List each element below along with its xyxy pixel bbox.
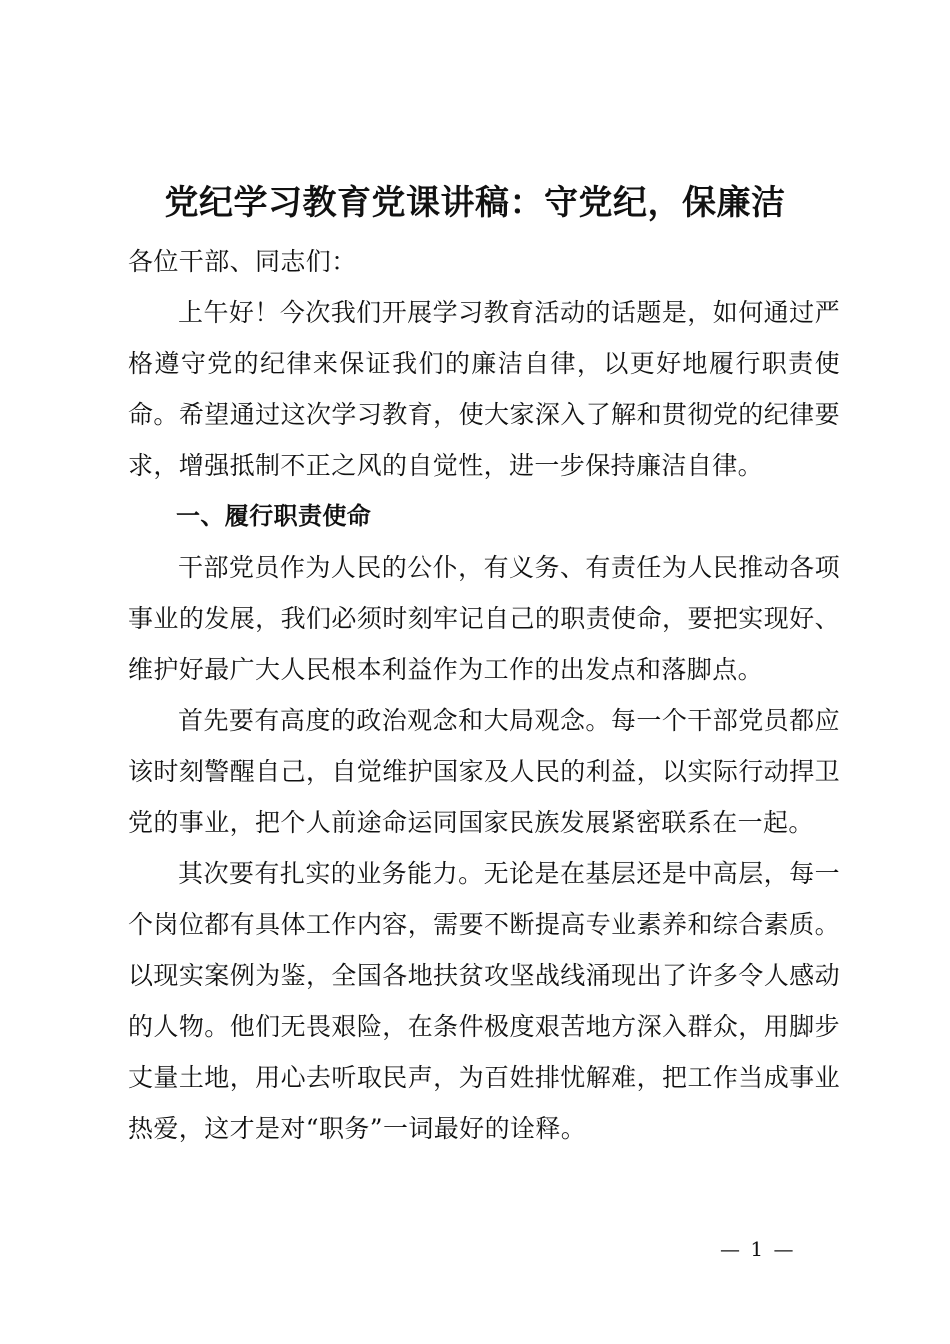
page-number: — 1 —	[720, 1237, 796, 1261]
opening-paragraph: 上午好！今次我们开展学习教育活动的话题是，如何通过严格遵守党的纪律来保证我们的廉洁自律，以更好地履行职责使命。希望通过这次学习教育，使大家深入了解和贯彻党的纪律要求，增强抵制不正之风的自觉性，进一步保持廉洁自律。	[128, 298, 840, 480]
section-1-paragraph-2: 首先要有高度的政治观念和大局观念。每一个干部党员都应该时刻警醒自己，自觉维护国家及人民的利益，以实际行动捍卫党的事业，把个人前途命运同国家民族发展紧密联系在一起。	[128, 706, 840, 837]
section-1-paragraph-1: 干部党员作为人民的公仆，有义务、有责任为人民推动各项事业的发展，我们必须时刻牢记自己的职责使命，要把实现好、维护好最广大人民根本利益作为工作的出发点和落脚点。	[128, 553, 840, 684]
document-title: 党纪学习教育党课讲稿：守党纪，保廉洁	[164, 183, 786, 223]
section-1-paragraph-3: 其次要有扎实的业务能力。无论是在基层还是中高层，每一个岗位都有具体工作内容，需要不断提高专业素养和综合素质。以现实案例为鉴，全国各地扶贫攻坚战线涌现出了许多令人感动的人物。他们无畏艰险，在条件极度艰苦地方深入群众，用脚步丈量土地，用心去听取民声，为百姓排忧解难，把工作当成事业热爱，这才是对“职务”一词最好的诠释。	[128, 859, 840, 1143]
section-heading-1: 一、履行职责使命	[176, 502, 372, 530]
salutation: 各位干部、同志们：	[128, 247, 357, 276]
document-body	[128, 236, 840, 1154]
